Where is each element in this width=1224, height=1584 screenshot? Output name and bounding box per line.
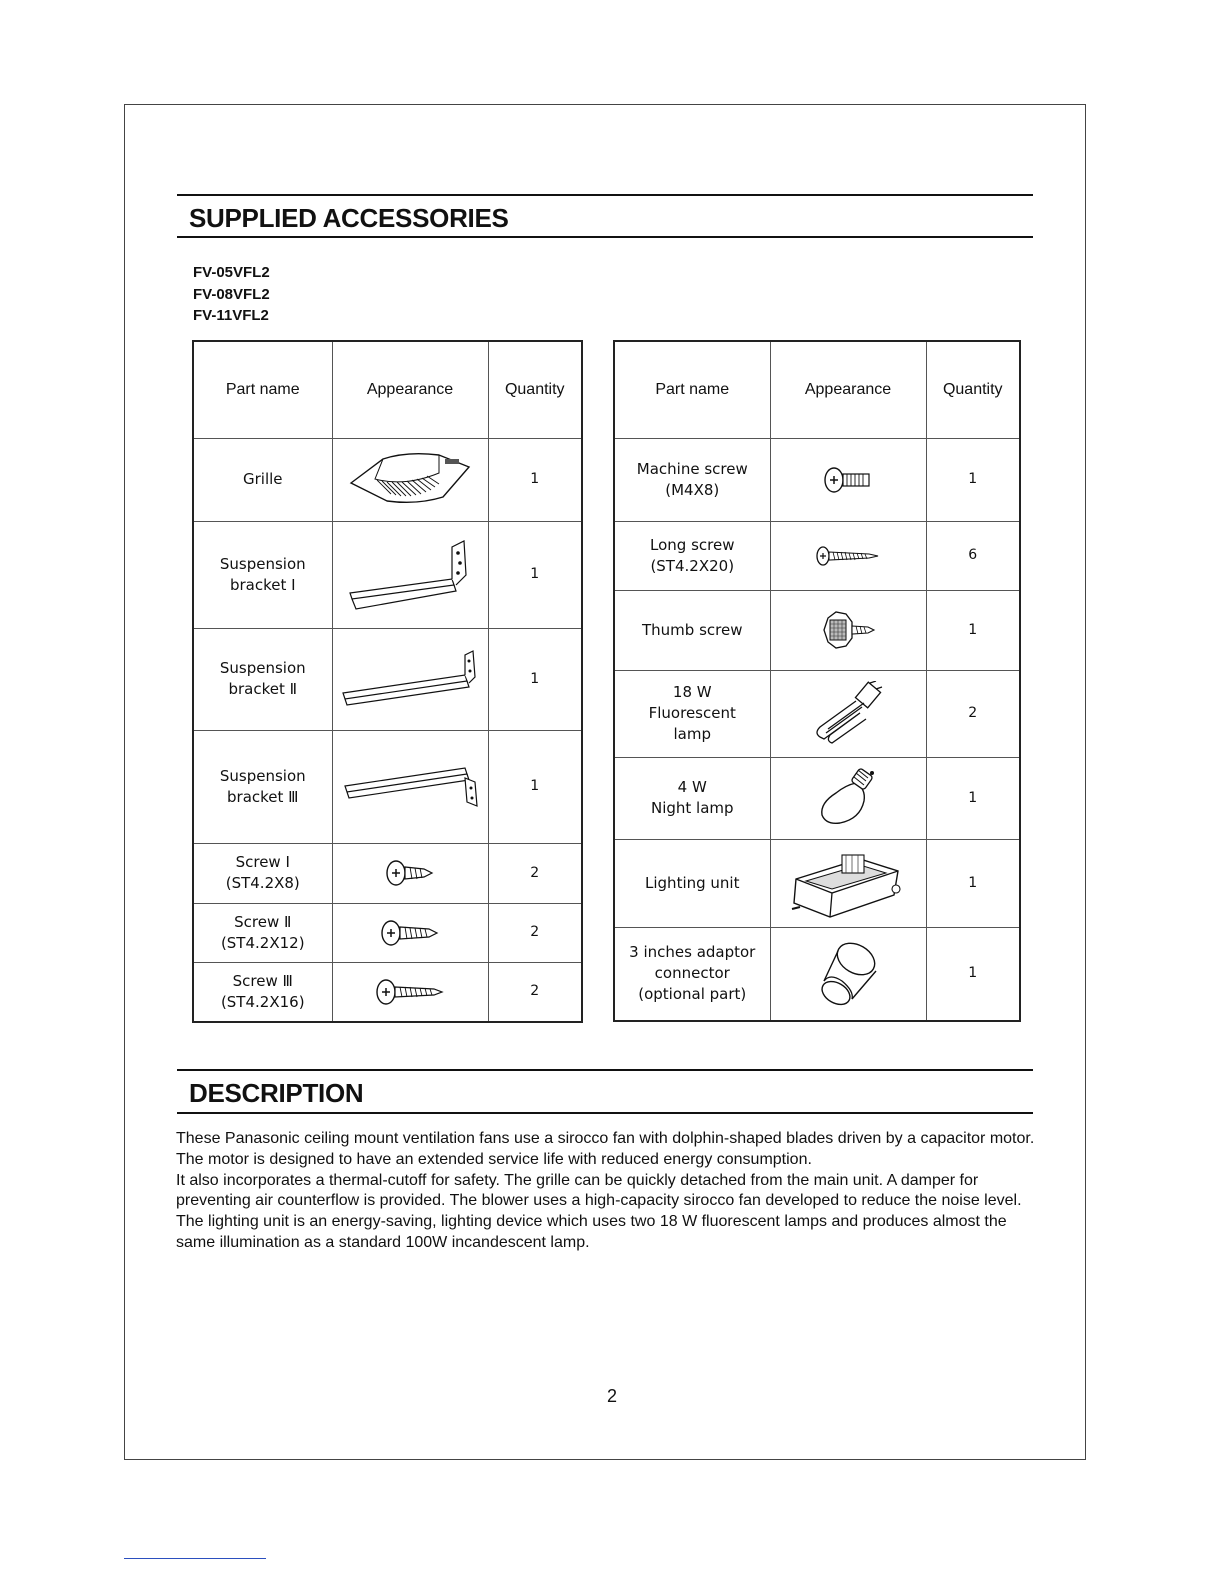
night-lamp-icon <box>816 767 880 829</box>
part-name-cell <box>193 903 332 962</box>
adaptor-connector-icon <box>812 937 884 1011</box>
part-name-line: (ST4.2X8) <box>225 874 300 892</box>
left-parts-table <box>192 340 583 1023</box>
quantity-cell: 2 <box>488 843 582 903</box>
part-name-line: (ST4.2X16) <box>220 992 305 1011</box>
part-name-line: (ST4.2X20) <box>650 556 735 575</box>
part-name-line: Machine screw <box>636 459 748 478</box>
col-header-quantity: Quantity <box>488 341 582 438</box>
quantity-cell: 1 <box>488 438 582 521</box>
quantity-cell: 1 <box>488 628 582 730</box>
part-name-line: Screw Ⅱ <box>234 912 292 931</box>
appearance-cell <box>332 843 488 903</box>
suspension-bracket-icon <box>340 535 480 615</box>
appearance-cell <box>770 839 926 927</box>
part-name-line: (ST4.2X12) <box>220 933 305 952</box>
quantity-cell: 1 <box>926 590 1020 670</box>
part-name: Grille <box>242 470 283 488</box>
part-name-cell <box>193 962 332 1022</box>
part-name-cell <box>193 521 332 628</box>
model-list <box>193 262 270 327</box>
quantity-cell: 1 <box>926 927 1020 1021</box>
footer-rule <box>124 1558 266 1559</box>
col-header-appearance: Appearance <box>332 341 488 438</box>
col-header-quantity: Quantity <box>926 341 1020 438</box>
appearance-cell <box>332 628 488 730</box>
table-row <box>614 590 1020 670</box>
part-name-line: Night lamp <box>650 799 734 817</box>
table-row <box>614 670 1020 757</box>
part-name-cell <box>614 438 770 521</box>
table-row <box>193 962 582 1022</box>
table-row <box>614 839 1020 927</box>
appearance-cell <box>770 670 926 757</box>
quantity-cell: 1 <box>926 757 1020 839</box>
part-name-cell <box>614 757 770 839</box>
table-row <box>614 438 1020 521</box>
part-name-line: Long screw <box>650 535 735 554</box>
part-name-cell <box>193 438 332 521</box>
thumb-screw-icon <box>818 608 878 652</box>
table-row <box>193 628 582 730</box>
table-row <box>614 521 1020 590</box>
appearance-cell <box>332 521 488 628</box>
part-name-cell <box>614 927 770 1021</box>
model-name: FV-05VFL2 <box>193 264 270 281</box>
appearance-cell <box>332 962 488 1022</box>
part-name-line: Suspension <box>219 766 306 785</box>
quantity-cell: 1 <box>926 438 1020 521</box>
col-header-appearance: Appearance <box>770 341 926 438</box>
part-name-cell <box>193 730 332 843</box>
table-row <box>614 927 1020 1021</box>
appearance-cell <box>770 757 926 839</box>
part-name-cell <box>193 628 332 730</box>
part-name-line: Suspension <box>219 659 306 677</box>
page-number: 2 <box>606 1386 617 1406</box>
col-header-part-name: Part name <box>614 341 770 438</box>
quantity-cell: 1 <box>488 730 582 843</box>
quantity-cell: 1 <box>926 839 1020 927</box>
part-name-line: 4 W <box>677 778 707 796</box>
part-name-line: (M4X8) <box>665 480 720 499</box>
quantity-cell: 2 <box>488 903 582 962</box>
table-row <box>193 438 582 521</box>
appearance-cell <box>770 590 926 670</box>
machine-screw-icon <box>823 464 873 496</box>
col-header-part-name: Part name <box>193 341 332 438</box>
accessories-section-header <box>177 194 1033 238</box>
screw-icon <box>384 858 436 888</box>
part-name-line: Suspension <box>219 554 306 573</box>
fluorescent-lamp-icon <box>808 681 888 747</box>
screw-icon <box>374 977 446 1007</box>
part-name-cell <box>193 843 332 903</box>
part-name-line: 3 inches adaptor <box>629 943 756 962</box>
lighting-unit-icon <box>790 845 906 921</box>
model-name: FV-11VFL2 <box>193 307 269 324</box>
right-parts-table <box>613 340 1021 1022</box>
part-name-cell <box>614 521 770 590</box>
appearance-cell <box>770 438 926 521</box>
part-name-cell <box>614 839 770 927</box>
part-name-line: bracket Ⅱ <box>228 680 298 698</box>
model-name: FV-08VFL2 <box>193 285 270 303</box>
part-name: Lighting unit <box>645 873 740 892</box>
table-header-row <box>614 341 1020 438</box>
table-row <box>193 903 582 962</box>
appearance-cell <box>332 730 488 843</box>
description-paragraph: It also incorporates a thermal-cutoff for safety. The grille can be quickly detached from the main unit. A damper for preventing air counterflow is provided. The blower uses a high-capacity sirocco fan developed to reduce the noise level. <box>176 1171 1022 1210</box>
long-screw-icon <box>815 543 881 569</box>
quantity-cell: 2 <box>926 670 1020 757</box>
accessories-title: SUPPLIED ACCESSORIES <box>189 203 509 233</box>
suspension-bracket-icon <box>339 762 481 812</box>
part-name: Thumb screw <box>642 620 743 639</box>
table-row <box>614 757 1020 839</box>
part-name-cell <box>614 670 770 757</box>
description-paragraph: The motor is designed to have an extended service life with reduced energy consumption. <box>176 1150 812 1168</box>
part-name-cell <box>614 590 770 670</box>
table-row <box>193 843 582 903</box>
appearance-cell <box>770 927 926 1021</box>
quantity-cell: 1 <box>488 521 582 628</box>
part-name-line: connector <box>654 964 730 983</box>
part-name-line: bracket Ⅰ <box>229 575 296 594</box>
appearance-cell <box>770 521 926 590</box>
part-name-line: bracket Ⅲ <box>227 787 299 806</box>
description-title: DESCRIPTION <box>189 1078 364 1108</box>
part-name-line: 18 W <box>672 683 712 701</box>
part-name-line: Fluorescent <box>648 704 736 722</box>
suspension-bracket-icon <box>339 649 481 709</box>
part-name-line: (optional part) <box>638 985 747 1004</box>
part-name-line: lamp <box>673 725 711 743</box>
description-paragraph: The lighting unit is an energy-saving, lighting device which uses two 18 W fluorescent lamps and produces almost the same illumination as a standard 100W incandescent lamp. <box>176 1213 1007 1251</box>
part-name-line: Screw Ⅲ <box>232 971 293 990</box>
table-row <box>193 730 582 843</box>
part-name-line: Screw Ⅰ <box>235 853 290 871</box>
description-body <box>176 1129 1036 1254</box>
appearance-cell <box>332 903 488 962</box>
quantity-cell: 2 <box>488 962 582 1022</box>
appearance-cell <box>332 438 488 521</box>
table-header-row <box>193 341 582 438</box>
grille-icon <box>347 449 473 511</box>
description-section-header <box>177 1069 1033 1114</box>
screw-icon <box>379 918 441 948</box>
description-paragraph: These Panasonic ceiling mount ventilation fans use a sirocco fan with dolphin-shaped blades driven by a capacitor motor. <box>176 1130 1035 1147</box>
quantity-cell: 6 <box>926 521 1020 590</box>
table-row <box>193 521 582 628</box>
